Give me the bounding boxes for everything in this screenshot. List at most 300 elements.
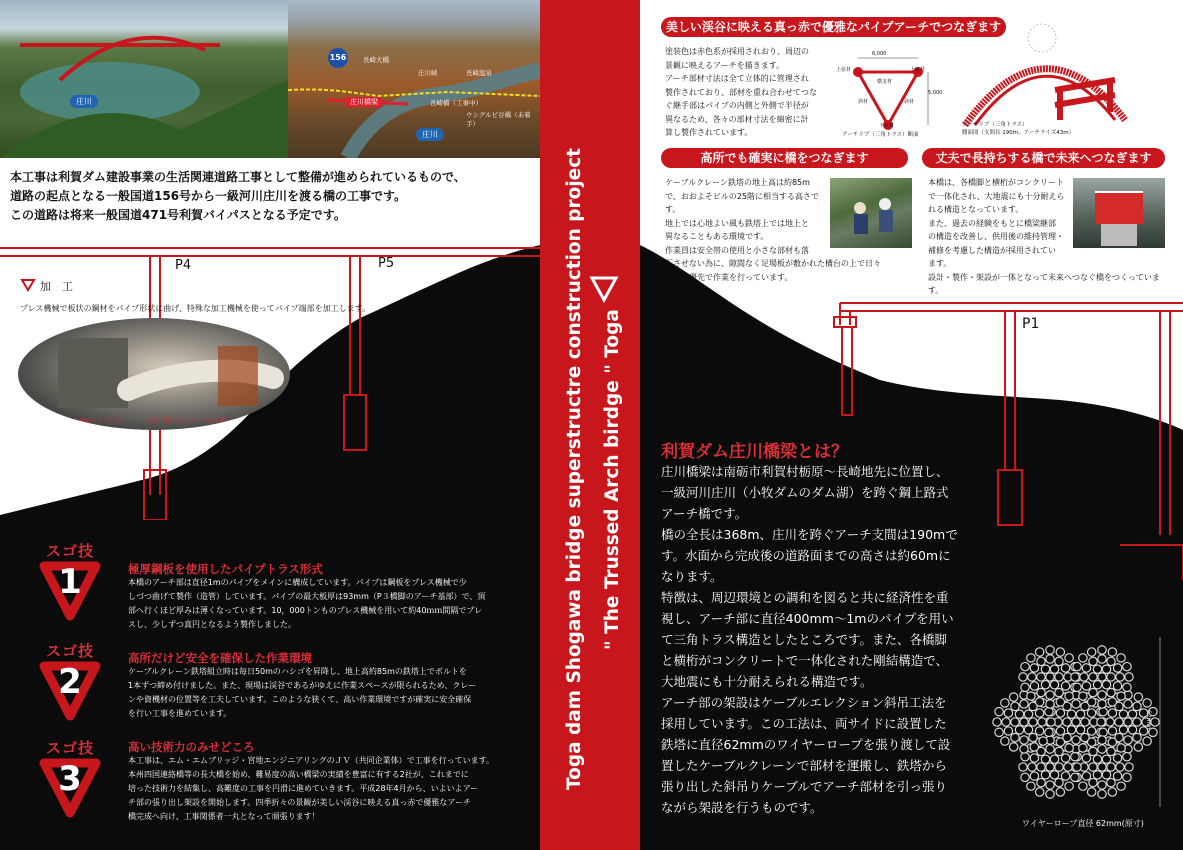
rope-wire [1093,755,1101,763]
spine-text-container [540,0,640,850]
rope-wire [1046,691,1054,699]
rope-wire [1119,710,1127,718]
rope-wire [1116,763,1124,771]
rope-wire [1028,673,1036,681]
rope-wire [1011,702,1019,710]
sugo-line: 部へ行くほど厚みは薄くなっています。10，000トンものプレス機械を用いて約40ｍｍ間隔でプレ [128,606,483,615]
rope-wire [1009,693,1017,701]
rope-wire [1124,718,1132,726]
rope-wire [1125,763,1133,771]
arch-diagram [950,20,1170,135]
rope-wire [1027,654,1035,662]
section1-line: 異なるため、各々の部材寸法を綿密に計 [665,114,809,124]
section3-line: で一体化され、大地震にも十分耐えら [928,191,1065,201]
rope-wire [1087,698,1095,706]
section2-line: 安全最優先で作業を行っています。 [665,272,793,282]
label-upper-right: 上弦材 [910,67,926,73]
about-line: 特徴は、周辺環境との調和を図ると共に経済性を重 [661,590,949,605]
section3-line: ます。 [928,259,952,268]
rope-wire [1050,755,1058,763]
photo-caption-machine: 大型自動３次元パイプ加工機 [148,418,226,425]
truss-caption: アーチリブ（三角トラス）断面 [842,132,919,138]
rope-wire [1004,727,1012,735]
rope-wire [1050,665,1058,673]
rope-wire [1061,772,1069,780]
rope-wire [1087,727,1095,735]
rope-wire [1108,648,1116,656]
sugo-label: スゴ技 [45,739,94,757]
rope-wire [1079,744,1087,752]
rope-wire [1027,782,1035,790]
triangle-icon [20,278,36,292]
rope-wire [1107,747,1115,755]
section1-line: アーチ部材寸法は全て立体的に管理され [665,74,809,83]
rope-wire [1108,788,1116,796]
rope-wire [1061,682,1069,690]
pier-label-p1: P1 [1022,316,1040,332]
dim-height: 5,000 [928,90,943,96]
rope-wire [1020,736,1028,744]
rope-wire [1082,664,1090,672]
rope-wire [1021,662,1029,670]
rope-wire [1055,673,1063,681]
rope-wire [1133,718,1141,726]
rope-wire [1065,692,1073,700]
rope-wire [995,728,1003,736]
section3-line: 設計・製作・架設が一体となって未来へつなぐ橋をつくっています。 [928,272,1160,295]
section1-line: 塗装色は赤色系が採用されおり、周辺の [665,47,809,56]
rope-wire [1019,763,1027,771]
rope-wire [1113,772,1121,780]
rope-wire [1037,778,1045,786]
rope-wire [1028,763,1036,771]
rope-wire [1046,763,1054,771]
rope-wire [1038,718,1046,726]
rope-wire [1107,763,1115,771]
sugo-title-2: 高所だけど安全を確保した作業環境 [128,651,312,665]
rope-wire [1123,773,1131,781]
rope-wire [1046,655,1054,663]
rope-wire [1082,754,1090,762]
about-line: ながら架設を行うものです。 [661,800,823,815]
sugo-number: 1 [58,562,82,602]
rope-wire [1024,726,1032,734]
about-title: 利賀ダム庄川橋梁とは？ [661,442,848,462]
label-upper-left: 上弦材 [836,67,852,73]
rope-wire [1072,718,1080,726]
rope-wire [1055,688,1063,696]
rope-wire [1020,718,1028,726]
rope-wire [1015,726,1023,734]
rope-wire [1011,733,1019,741]
rope-wire [1098,745,1106,753]
rope-wire [1045,728,1053,736]
sugo-label: スゴ技 [45,642,94,660]
rope-wire [1067,710,1075,718]
rope-wire [1073,662,1081,670]
rope-wire [1056,648,1064,656]
rope-wire [1123,753,1131,761]
rope-wire [1082,772,1090,780]
rope-wire [1082,682,1090,690]
sugo-body-3 [128,754,528,824]
sugo-line: 1本ずつ締め付けました。また、現場は渓谷であるがゆえに作業スペースが限られるため、クレー [128,681,477,690]
rope-wire [1098,700,1106,708]
rope-wire [1089,763,1097,771]
rope-wire [1128,726,1136,734]
section2-line: 下させない為に、隙間なく足場板が敷かれた構台の上で日々 [665,259,881,268]
rope-wire [1035,727,1043,735]
rope-wire [1108,738,1116,746]
sugo-line: ンや資機材の位置等を工夫しています。このような狭くて、高い作業環境ですが確実に安全確保 [128,695,472,704]
about-line: 大地震にも十分耐えられる構造です。 [661,674,873,689]
intro-line: この道路は将来一般国道471号利賀バイパスとなる予定です。 [10,208,346,222]
rope-wire [1037,763,1045,771]
rope-wire [1046,646,1054,654]
rope-wire [1123,683,1131,691]
spine-triangle-icon [592,278,616,300]
sugo-line: ケーブルクレーン鉄塔組立時は毎日50mのハシゴを昇降し、地上高約85mの鉄塔上でボルトを [128,667,467,676]
pier-label-p4: P4 [175,258,192,273]
rope-wire [1128,710,1136,718]
rope-wire [1098,781,1106,789]
rope-wire [1041,665,1049,673]
sugo-line: を行い工事を進めています。 [128,709,232,718]
rope-dimension: 62mm [1145,710,1152,730]
rope-wire [1030,772,1038,780]
rope-wire [1087,709,1095,717]
rope-wire [1089,778,1097,786]
rope-wire [1098,646,1106,654]
rope-wire [1035,648,1043,656]
rope-wire [1030,754,1038,762]
rope-wire [1021,753,1029,761]
rope-wire [1116,673,1124,681]
section1-pill: 美しい渓谷に映える真っ赤で優雅なパイプアーチでつなぎます [661,17,1006,37]
section3-line: の構造を改善し、供用後の維持管理・ [928,232,1064,241]
rope-wire [1046,781,1054,789]
rope-wire [1071,673,1079,681]
dim-width: 6,000 [872,51,887,57]
rope-wire [1143,737,1151,745]
about-line: す。水面から完成後の道路面までの高さは約60mに [661,548,951,563]
about-line: 橋の全長は368m、庄川を跨ぐアーチ支間は190mで [661,527,958,542]
spine-title-line-1b: Toga dam Shogawa bridge superstructre construction project [564,147,585,790]
rope-wire [1037,657,1045,665]
rope-wire [1035,788,1043,796]
rope-wire [1099,707,1107,715]
sugo-badge-1 [34,540,106,620]
section3-line: れる構造となっています。 [928,205,1024,214]
rope-wire [1055,657,1063,665]
section2-pill: 高所でも確実に橋をつなぎます [661,148,908,168]
section1-line: 算し製作されています。 [665,128,753,137]
sugo-line: 橋完成へ向け、工事関係者一丸となって頑張ります！ [128,812,320,821]
rope-wire [1106,718,1114,726]
rope-wire [1098,655,1106,663]
sugo-number: 3 [58,759,82,799]
rope-wire [1037,673,1045,681]
rope-wire [1046,790,1054,798]
rope-wire [1050,771,1058,779]
rope-wire [1133,733,1141,741]
photo-caption-press: 10,000トンプレス [70,418,121,425]
label-diag-right: 斜材 [904,99,915,105]
rope-wire [1117,692,1125,700]
rope-wire [1055,778,1063,786]
rope-wire [1113,754,1121,762]
rope-wire [1089,688,1097,696]
photo-label-river-2: 庄川 [416,128,444,141]
section3-line: また、過去の経験をもとに橋梁継部 [928,218,1056,228]
rope-wire [1079,654,1087,662]
rope-wire [1061,754,1069,762]
rope-wire [1037,688,1045,696]
about-line: なります。 [661,569,723,584]
process-body: プレス機械で板状の鋼材をパイプ形状に曲げ、特殊な加工機械を使ってパイプ端部を加工します。 [20,304,370,313]
rope-wire [1071,753,1079,761]
rope-wire [1015,710,1023,718]
section2-line: で、おおよそビルの25階に相当する高さで [665,191,820,201]
rope-wire [1079,782,1087,790]
rope-wire [1056,788,1064,796]
rope-wire [993,718,1001,726]
rope-wire [1076,726,1084,734]
rope-wire [1071,773,1079,781]
rope-wire [1039,737,1047,745]
label-lower: 下弦材 [879,123,895,129]
rope-wire [1029,733,1037,741]
rope-wire [1107,778,1115,786]
rope-wire [1027,692,1035,700]
sugo-line: 本工事は、エム・エムブリッジ・宮地エンジニアリングのＪＶ（共同企業体）で工事を行っています。 [128,756,495,765]
rope-wire [1072,736,1080,744]
rope-wire [1108,698,1116,706]
rope-wire [1134,743,1142,751]
rope-wire [1061,664,1069,672]
rope-wire [1087,648,1095,656]
rope-wire [1134,693,1142,701]
rope-wire [995,707,1003,715]
pier-label-p5: P5 [378,256,395,271]
rope-wire [1056,698,1064,706]
rope-wire [1041,681,1049,689]
rope-wire [1089,657,1097,665]
rope-wire [1065,654,1073,662]
photo-label-nagasaki-bridge: 長崎大橋 [363,56,389,64]
about-body [661,461,991,818]
rope-wire [1149,728,1157,736]
sugo-line: しづつ曲げて製作（造管）しています。パイプの最大板厚は93mm（P３橋脚のアーチ基部）で、頂 [128,592,486,601]
rope-wire [1073,683,1081,691]
sugo-title-3: 高い技術力のみせどころ [128,740,255,754]
sugo-line: スし、少しずつ真円となるよう製作しました。 [128,620,296,629]
section1-line: 景観に映えるアーチを描きます。 [665,60,785,70]
intro-text [10,168,540,225]
intro-line: 本工事は利賀ダム建設事業の生活関連道路工事として整備が進められているもので、 [10,170,466,184]
about-line: 置したケーブルクレーンで部材を運搬し、鉄塔から [661,758,947,773]
section2-line: ケーブルクレーン鉄塔の地上高は約85m [665,178,810,187]
spine-title-line-2: " The Trussed Arch birdge " Toga [602,309,623,650]
rope-wire [1098,673,1106,681]
worker-photo [830,178,912,248]
rope-wire [1076,710,1084,718]
rope-wire [1024,710,1032,718]
photo-label-usugurobi: ウシグルビ谷橋（未着手） [466,111,531,128]
rope-wire [1045,707,1053,715]
rope-wire [1124,700,1132,708]
rope-wire [1117,654,1125,662]
rope-caption: ワイヤーロープ直径 62mm(原寸) [1022,819,1144,828]
concrete-pier-photo [1073,178,1165,248]
rope-wire [1021,773,1029,781]
rope-wire [1035,709,1043,717]
sugo-body-2 [128,665,528,721]
rope-wire [1108,727,1116,735]
rope-wire [1080,673,1088,681]
rope-wire [1098,790,1106,798]
rope-wire [1064,763,1072,771]
arch-caption-2: 側面図（支間長 190m、アーチライズ43m） [962,130,1075,136]
rope-wire [1102,755,1110,763]
about-line: アーチ部の架設はケーブルエレクション斜吊工法を [661,695,947,710]
rope-wire [1093,771,1101,779]
rope-wire [1046,673,1054,681]
about-line: 採用しています。この工法は、両サイドに設置した [661,716,947,731]
rope-wire [1020,745,1028,753]
rope-wire [1107,657,1115,665]
rope-wire [1099,728,1107,736]
rope-wire [1030,664,1038,672]
sugo-label: スゴ技 [45,542,94,560]
photo-label-gorge: 庄川峡 [418,69,438,77]
rope-wire [1107,673,1115,681]
section1-body [665,45,833,140]
rope-wire [1019,673,1027,681]
rope-wire [1117,744,1125,752]
sugo-body-1 [128,576,528,632]
sugo-line: 本州四国連絡橋等の長大橋を始め、難易度の高い橋梁の実績を豊富に有する2社が、これまでに [128,770,469,779]
about-line: と横桁がコンクリートで一体化された剛結構造で、 [661,653,949,668]
about-line: アーチ橋です。 [661,506,748,521]
rope-wire [1124,736,1132,744]
photo-label-onsen: 長崎温泉 [466,69,492,77]
about-line: 視し、アーチ部に直径400mm～1mのパイプを用い [661,611,954,626]
section2-line: す。 [665,205,681,214]
aerial-photo [288,0,540,158]
rope-wire [1107,688,1115,696]
pier-label-a1: A1 [866,318,885,334]
label-diag-left: 斜材 [858,99,869,105]
rope-wire [1055,763,1063,771]
rope-wire [1020,700,1028,708]
rope-wire [1067,726,1075,734]
rope-wire [1113,664,1121,672]
rope-wire [1002,718,1010,726]
sugo-line: 本橋のアーチ部は直径1mのパイプをメインに構成しています。パイプは鋼板をプレス機械で少 [128,578,467,587]
about-line: 庄川橋梁は南砺市利賀村栃原～長崎地先に位置し、 [661,464,949,479]
rope-wire [1089,747,1097,755]
about-line: 張り出した斜吊りケーブルでアーチ部材を引っ張り [661,779,948,794]
rope-wire [1119,726,1127,734]
rope-wire [1108,709,1116,717]
rope-wire [1133,702,1141,710]
rope-wire [1102,681,1110,689]
rope-wire [1079,692,1087,700]
rope-wire [1089,673,1097,681]
bridge-photo-left [0,0,288,158]
photo-label-river: 庄川 [70,95,98,108]
rope-wire [1055,747,1063,755]
rope-wire [1056,738,1064,746]
rope-wire [1065,782,1073,790]
rope-wire [1097,718,1105,726]
rope-wire [1004,709,1012,717]
intro-line: 道路の起点となる一般国道156号から一級河川庄川を渡る橋の工事です。 [10,189,407,203]
route-156-badge: 156 [328,48,348,68]
rope-wire [1093,665,1101,673]
rope-wire [1117,782,1125,790]
sugo-line: チ部の張り出し架設を開始します。四季折々の景観が美しい渓谷に映える真っ赤で優雅なアーチ [128,798,472,807]
rope-wire [1115,718,1123,726]
arch-caption-1: アーチリブ（三角トラス） [962,122,1028,128]
section2-line: 地上では心地よい風も鉄塔上では地上と [665,218,809,228]
rope-wire [1073,763,1081,771]
rope-wire [1102,771,1110,779]
process-title: 加 工 [40,280,73,293]
rope-wire [1102,665,1110,673]
rope-wire [1143,699,1151,707]
section2-line: 異なることもある環境です。 [665,232,769,241]
section3-line: 本橋は、各橋脚と横桁がコンクリート [928,178,1064,187]
rope-wire [1098,763,1106,771]
rope-wire [1087,788,1095,796]
section1-line: 製作されており、部材を重ね合わせてつな [665,87,817,97]
rope-wire [1113,682,1121,690]
rope-wire [1151,718,1159,726]
rope-wire [1041,755,1049,763]
rope-wire [1087,738,1095,746]
rope-wire [1047,718,1055,726]
rope-wire [1065,744,1073,752]
sugo-title-1: 極厚鋼板を使用したパイプトラス形式 [128,562,323,576]
rope-wire [1056,709,1064,717]
rope-wire [1030,743,1038,751]
rope-wire [1072,700,1080,708]
rope-wire [1081,718,1089,726]
label-strut: 横支材 [877,79,893,85]
rope-wire [1035,698,1043,706]
sugo-badge-2 [34,640,106,720]
photo-label-bridge-work: 長崎橋（工事中） [430,99,482,107]
rope-wire [1063,718,1071,726]
section1-line: ぐ継手部はパイプの内側と外側で半径が [665,101,809,110]
section2-line: 作業員は安全帯の使用と小さな部材も落 [665,245,809,255]
rope-wire [1123,662,1131,670]
rope-wire [1041,771,1049,779]
rope-wire [1050,681,1058,689]
rope-wire [1125,673,1133,681]
rope-wire [1098,736,1106,744]
sugo-line: 培った技術力を結集し、高難度の工事を円滑に進めていきます。平成28年4月から、いよいよアー [128,784,479,793]
photo-label-shogawa-bridge: 庄川橋梁 [346,97,382,107]
rope-wire [1030,682,1038,690]
rope-wire [1029,718,1037,726]
about-line: 鉄塔に直径62mmのワイヤーロープを張り渡して設 [661,737,951,752]
rope-wire [1098,691,1106,699]
rope-wire [1021,683,1029,691]
rope-wire [1093,681,1101,689]
